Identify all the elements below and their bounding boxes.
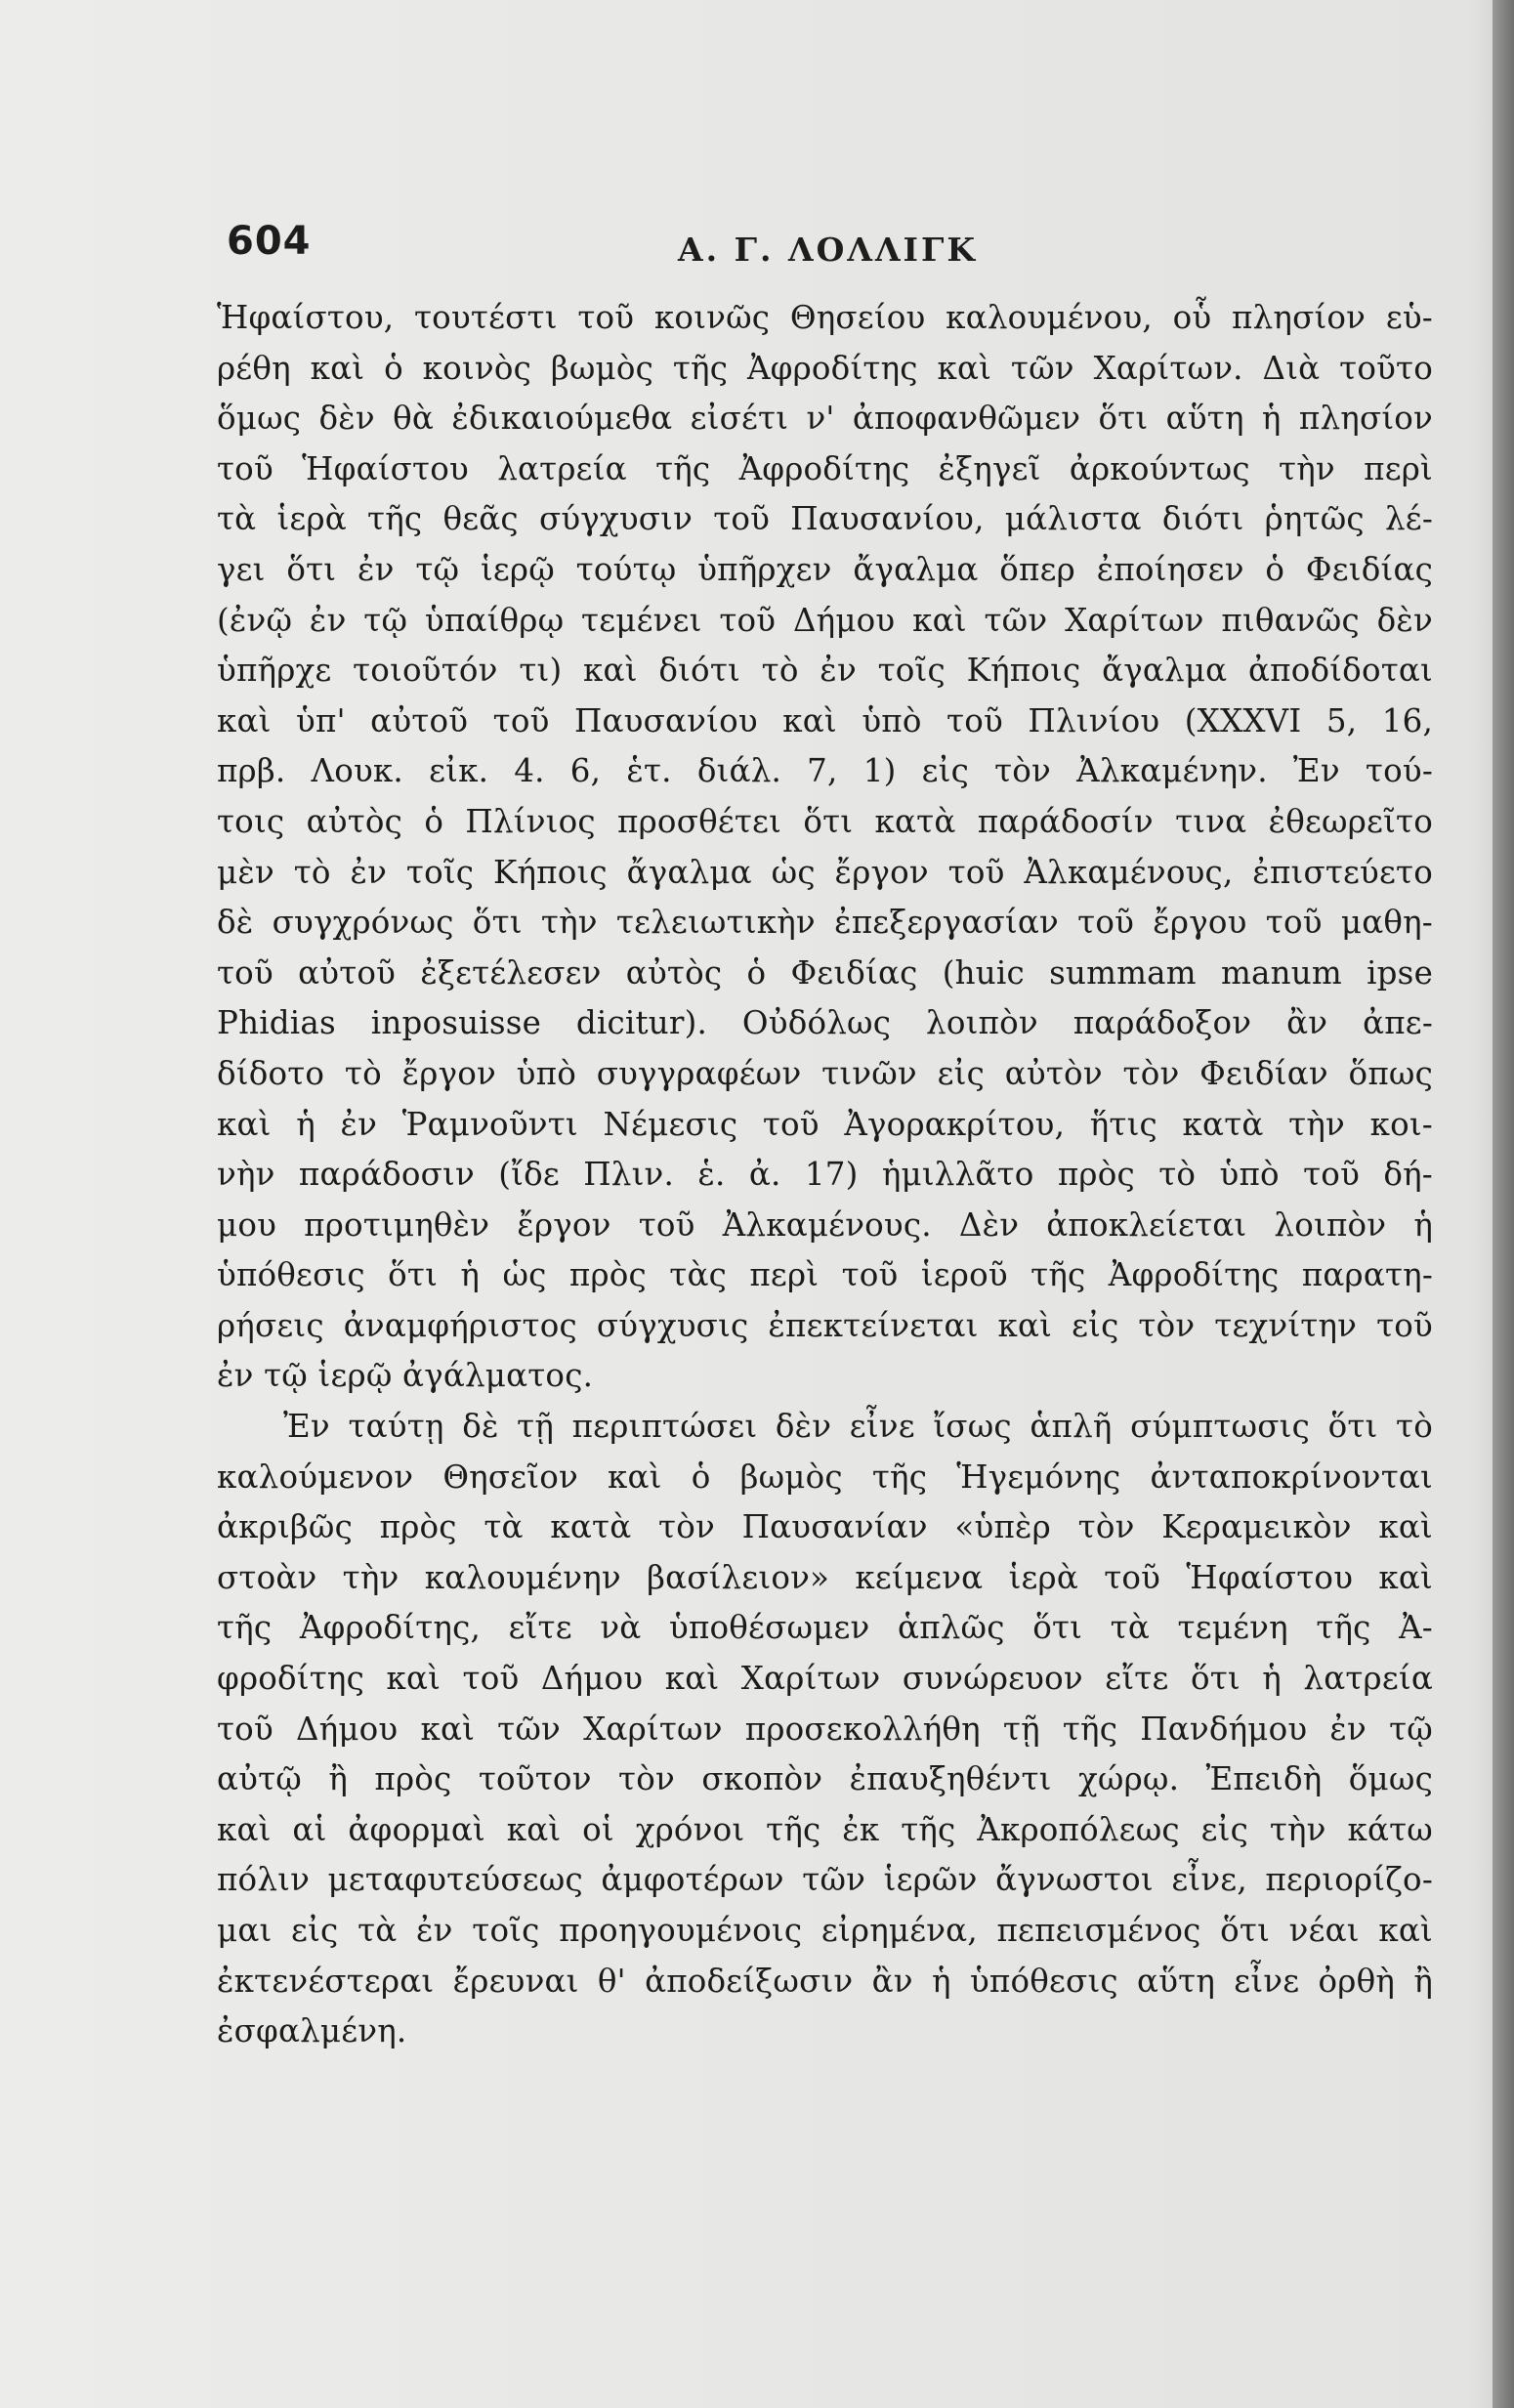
page-edge-shadow [1493, 0, 1514, 2408]
text-line: ἀκριβῶς πρὸς τὰ κατὰ τὸν Παυσανίαν «ὑπὲρ τὸν Κεραμεικὸν καὶ [217, 1508, 1433, 1546]
text-line: δίδοτο τὸ ἔργον ὑπὸ συγγραφέων τινῶν εἰς αὐτὸν τὸν Φειδίαν ὅπως [217, 1054, 1433, 1092]
body-text [217, 293, 1433, 2057]
text-line: τὰ ἱερὰ τῆς θεᾶς σύγχυσιν τοῦ Παυσανίου, μάλιστα διότι ῥητῶς λέ- [217, 500, 1433, 538]
text-line: πόλιν μεταφυτεύσεως ἀμφοτέρων τῶν ἱερῶν ἄγνωστοι εἶνε, περιορίζο- [217, 1861, 1433, 1899]
page-header [227, 219, 1438, 277]
paragraph-start-line: Ἐν ταύτῃ δὲ τῇ περιπτώσει δὲν εἶνε ἴσως ἁπλῆ σύμπτωσις ὅτι τὸ [283, 1408, 1433, 1446]
text-line: δὲ συγχρόνως ὅτι τὴν τελειωτικὴν ἐπεξεργασίαν τοῦ ἔργου τοῦ μαθη- [217, 904, 1433, 942]
text-line: τοις αὐτὸς ὁ Πλίνιος προσθέτει ὅτι κατὰ παράδοσίν τινα ἐθεωρεῖτο [217, 802, 1433, 840]
text-line: Ἡφαίστου, τουτέστι τοῦ κοινῶς Θησείου καλουμένου, οὗ πλησίον εὑ- [217, 299, 1433, 336]
text-line: ρήσεις ἀναμφήριστος σύγχυσις ἐπεκτείνεται καὶ εἰς τὸν τεχνίτην τοῦ [217, 1306, 1433, 1344]
text-line: πρβ. Λουκ. εἰκ. 4. 6, ἑτ. διάλ. 7, 1) εἰς τὸν Ἀλκαμένην. Ἐν τού- [217, 752, 1433, 790]
text-line: μου προτιμηθὲν ἔργον τοῦ Ἀλκαμένους. Δὲν ἀποκλείεται λοιπὸν ἡ [217, 1205, 1433, 1244]
text-line: καλούμενον Θησεῖον καὶ ὁ βωμὸς τῆς Ἡγεμόνης ἀνταποκρίνονται [217, 1457, 1433, 1496]
text-line: Phidias inposuisse dicitur). Οὐδόλως λοιπὸν παράδοξον ἂν ἀπε- [217, 1004, 1433, 1042]
text-line: τοῦ αὐτοῦ ἐξετέλεσεν αὐτὸς ὁ Φειδίας (huic summam manum ipse [217, 953, 1433, 992]
text-line: γει ὅτι ἐν τῷ ἱερῷ τούτῳ ὑπῆρχεν ἄγαλμα ὅπερ ἐποίησεν ὁ Φειδίας [217, 550, 1433, 588]
text-line: ρέθη καὶ ὁ κοινὸς βωμὸς τῆς Ἀφροδίτης καὶ τῶν Χαρίτων. Διὰ τοῦτο [217, 349, 1433, 387]
page-number: 604 [227, 219, 312, 264]
text-line: ἐκτενέστεραι ἔρευναι θ' ἀποδείξωσιν ἂν ἡ ὑπόθεσις αὕτη εἶνε ὀρθὴ ἢ [217, 1962, 1433, 2000]
text-line: μὲν τὸ ἐν τοῖς Κήποις ἄγαλμα ὡς ἔργον τοῦ Ἀλκαμένους, ἐπιστεύετο [217, 853, 1433, 891]
text-line: καὶ ἡ ἐν Ῥαμνοῦντι Νέμεσις τοῦ Ἀγορακρίτου, ἥτις κατὰ τὴν κοι- [217, 1105, 1433, 1143]
text-line: τοῦ Ἡφαίστου λατρεία τῆς Ἀφροδίτης ἐξηγεῖ ἀρκούντως τὴν περὶ [217, 449, 1433, 487]
text-line: τῆς Ἀφροδίτης, εἴτε νὰ ὑποθέσωμεν ἁπλῶς ὅτι τὰ τεμένη τῆς Ἀ- [217, 1609, 1433, 1647]
running-head: Α. Γ. ΛΟΛΛΙΓΚ [678, 231, 979, 269]
text-line: αὐτῷ ἢ πρὸς τοῦτον τὸν σκοπὸν ἐπαυξηθέντι χώρῳ. Ἐπειδὴ ὅμως [217, 1760, 1433, 1798]
paragraph-end-line: ἐσφαλμένη. [217, 2012, 407, 2050]
text-line: καὶ αἱ ἀφορμαὶ καὶ οἱ χρόνοι τῆς ἐκ τῆς Ἀκροπόλεως εἰς τὴν κάτω [217, 1810, 1433, 1848]
text-line: φροδίτης καὶ τοῦ Δήμου καὶ Χαρίτων συνώρευον εἴτε ὅτι ἡ λατρεία [217, 1660, 1433, 1698]
text-line: τοῦ Δήμου καὶ τῶν Χαρίτων προσεκολλήθη τῇ τῆς Πανδήμου ἐν τῷ [217, 1710, 1433, 1748]
text-line: νὴν παράδοσιν (ἴδε Πλιν. ἑ. ἀ. 17) ἡμιλλᾶτο πρὸς τὸ ὑπὸ τοῦ δή- [217, 1156, 1433, 1194]
text-line: μαι εἰς τὰ ἐν τοῖς προηγουμένοις εἰρημένα, πεπεισμένος ὅτι νέαι καὶ [217, 1912, 1433, 1949]
text-line: (ἐνῷ ἐν τῷ ὑπαίθρῳ τεμένει τοῦ Δήμου καὶ τῶν Χαρίτων πιθανῶς δὲν [217, 601, 1433, 639]
text-line: ὅμως δὲν θὰ ἐδικαιούμεθα εἰσέτι ν' ἀποφανθῶμεν ὅτι αὕτη ἡ πλησίον [217, 400, 1433, 438]
text-line: ὑπῆρχε τοιοῦτόν τι) καὶ διότι τὸ ἐν τοῖς Κήποις ἄγαλμα ἀποδίδοται [217, 652, 1433, 690]
text-line: στοὰν τὴν καλουμένην βασίλειον» κείμενα ἱερὰ τοῦ Ἡφαίστου καὶ [217, 1558, 1433, 1596]
text-line: καὶ ὑπ' αὐτοῦ τοῦ Παυσανίου καὶ ὑπὸ τοῦ Πλινίου (XXXVI 5, 16, [217, 701, 1433, 739]
paragraph-end-line: ἐν τῷ ἱερῷ ἀγάλματος. [217, 1357, 594, 1395]
text-line: ὑπόθεσις ὅτι ἡ ὡς πρὸς τὰς περὶ τοῦ ἱεροῦ τῆς Ἀφροδίτης παρατη- [217, 1256, 1433, 1294]
